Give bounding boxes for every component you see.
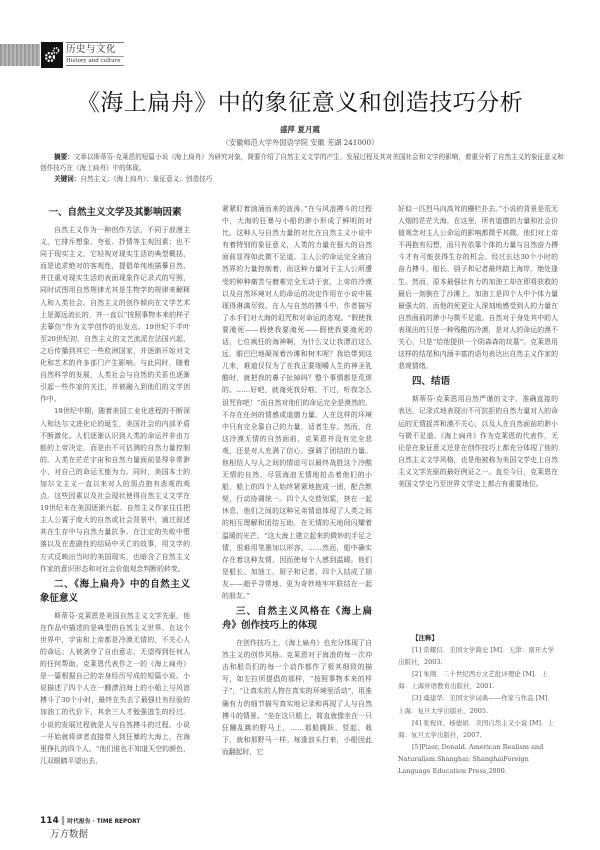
abstract-label: 摘要： [54, 153, 74, 161]
journal-name: 时代报告 · TIME REPORT [67, 819, 141, 825]
article-title: 《海上扁舟》中的象征意义和创造技巧分析 [76, 90, 524, 116]
header-text-block [66, 42, 124, 66]
column-3 [398, 203, 558, 490]
keywords [40, 174, 565, 185]
column-2 [222, 203, 372, 758]
note-item: [1] 常耀信．美国文学简史 [M]．天津：南开大学出版社，2003. [398, 646, 555, 667]
footer-divider: ‖ [60, 816, 66, 826]
section-2-heading: 二、《海上扁舟》中的自然主义象征意义 [40, 578, 190, 604]
section-3-heading: 三、自然主义风格在《海上扁舟》创作技巧上的体现 [222, 606, 372, 632]
note-item: [3] 虞建华．美国文学词典——作家与作品 [M]．上海：复旦大学出版社，2005. [398, 694, 555, 715]
note-item: [2] 朱刚．二十世纪西方文艺批评理论 [M]．上海：上海外语教育出版社，2001. [398, 670, 548, 691]
section-4-paragraph-1: 斯蒂芬·克莱恩用自然严谨的文字，准确直接的表达，记录式地表现出不可抗拒的自然力量对人的命运的无情捉弄和漠不关心，以及人在自然面前的渺小与微不足道。《海上扁舟》作为克莱恩的代表作，无论是在象征意义还是在创作技巧上都充分体现了他的自然主义文学风格，也是他被称为美国文学史上自然主义文学先驱的最好例证之一。直至今日，克莱恩在美国文学史乃至世界文学史上都占有重要地位。 [398, 395, 558, 488]
section-header [0, 42, 125, 68]
article-affiliation: （安徽师范大学外国语学院 安徽 芜湖 241000） [221, 138, 379, 147]
notes-heading: 【注释】 [412, 634, 438, 642]
article-authors: 盛萍 夏月霞 [279, 125, 321, 134]
section-1-paragraph-1: 自然主义作为一种创作方法，不同于浪漫主义，它排斥想象、夸张、抒情等主观因素；也不同于现实主义，它轻视对现实生活的典型概括，而是追求绝对的客观性，提倡单纯地描摹自然，并注重对现实生活的表面现象作记录式的写照，同时试图用自然规律尤其是生物学的规律来解释人和人类社会。自然主义的创作倾向在文学艺术上是源远流长的，并一直以“按照事物本来的样子去摹仿”作为文学创作的出发点。19世纪下半叶至20世纪初，自然主义的文艺流派在法国兴起，之后传播到其它一些欧洲国家，并逐渐开始对文化和艺术的许多部门产生影响。与此同时，随着自然科学的发展，人类社会与自然的关系也逐渐引起一些作家的关注，并被融入到他们的文学创作中。 [40, 226, 190, 404]
section-3-paragraph-1: 在创作技巧上，《海上扁舟》也充分体现了自然主义的创作风格。克莱恩对于海浪的每一次冲击和船员们的每一个动作都作了极其细致的描写，如左拉所提倡的那样，“按照事物本来的样子”，“让真实的人物在真实的环境里活动”，用准确有力的细节描写真实地记录和再现了人与自然搏斗的情景。“坐在这只船上，简直就像坐在一只狂蹦乱跳的野马上，……那船腾跃、竖起、栽下，就和那野马一样。每逢浪头打来，小船因此而翻起时，它 [222, 639, 372, 756]
header-stripe-bar [0, 44, 40, 66]
abstract-block [40, 152, 565, 185]
note-item: [5]Pizer, Donald. American Realism and Naturalism.Shanghai: ShanghaiForeign Language Education Press,2000. [398, 742, 544, 776]
watermark: 万方数据 [50, 829, 89, 840]
keywords-text: 自然主义；《海上扁舟》；象征意义；创造技巧 [80, 175, 213, 183]
abstract-text: 文章以斯蒂芬·克莱恩的短篇小说《海上扁舟》为研究对象，简要介绍了自然主义文学的产生、发展过程及其对美国社会和文学的影响，着重分析了自然主义的象征意义和创作技巧在《海上扁舟》中的体现。 [40, 153, 564, 172]
section-3-paragraph-1-cont: 好似一匹烈马向高耸的栅栏扑去。”小说的背景是荒无人烟的茫茫大海，在这里，所有道德的力量和社会价值观念对主人公命运的影响都微乎其微。他们对上帝不再抱有幻想，而只有依靠个体的力量与自然奋力搏斗才有可能获得生存的机会。经过长达30个小时的奋力搏斗，船长、厨子和记者最终踏上海岸，绝处逢生。然而，原本最强壮有力的加油工却在即将获救的最后一刻倒在了沙滩上。加油工是四个人中个体力量最强大的，而他的死更让人深刻地感受到人的力量在自然面前的渺小与微不足道。自然对于身处其中的人表现出的只是一种残酷的冷漠，是对人的命运的漠不关心，只是“给他提供一个阴森森的坟墓”。克莱恩用这样的结尾和内涵丰富的语句表达出自然主义作家的悲观情绪。 [398, 205, 558, 371]
notes-block [398, 632, 560, 777]
section-2-paragraph-1-cont: 紧紧盯着汹涌而来的波涛。”在与风浪搏斗的过程中，大海的狂暴与小船的渺小形成了鲜明的对比。这种人与自然力量的对比在自然主义小说中有着特别的象征意义，人类的力量在强大的自然面前显得如此微不足道。主人公的命运完全被自然界的力量控制着，而这种力量对于主人公所遭受的种种痛苦与磨难完全无动于衷，上帝的冷漠以及自然环境对人的命运的决定作用在小说中展现得淋漓尽致。在人与自然的搏斗中，作者描写了水手们对大海的诅咒和对命运的悲观。“假使我要淹死——假使我要淹死——假使我要淹死的话，七位疯狂的海神啊，为什么又让我漂泊这么远，眼巴巴地凝视着沙滩和树木呢？我给带到这儿来，难道仅仅为了在我正要细嚼人生的神圣乳酪时，就把我的鼻子扯掉吗？整个事情都是荒谬的。……好吧，就淹死我好啦，不过，听我怎么诅咒你吧！”而自然对他们的命运完全是漠然的，不存在任何的情感或道德力量。人在这样的环境中只有完全靠自己的力量，适者生存。然而，在这冷漠无情的自然面前，克莱恩并没有完全悲观，还是对人充满了信心，强调了团结的力量。他相信人与人之间的情谊可以最终战胜这个冷酷无情的自然。尽管海浪无情地拍击着他们的小船，船上的四个人始终紧紧地抱成一团，配合默契，行动协调统一。四个人交替划桨，挤在一起休息，他们之间的这种兄弟情谊体现了人类之间的相互理解和团结互助，在无情的天地间闪耀着温暖的光芒。“这大海上建立起来的微妙的手足之情，很难用笔墨加以形容。……然而，船中确实存在着这种友情，因而使每个人感到温暖。他们是船长、加油工、厨子和记者，四个人结成了朋友——超乎寻常地、更为奇妙地牢牢联结在一起的朋友。” [222, 205, 372, 600]
section-2-paragraph-1: 斯蒂芬·克莱恩是美国自然主义文学先驱，他在作品中描述的是典型的自然主义世界。在这个世界中，宇宙和上帝都是冷漠无情的，不关心人的命运；人被剥夺了自由意志、无望得到任何人的任何帮助。克莱恩代表作之一的《海上扁舟》是一篇根据自己的亲身经历写成的短篇小说。小说描述了四个人在一艘漂泊海上的小船上与风浪搏斗了30个小时，最终在失去了最强壮有经验的加油工的代价下，其余三人才勉强逃生的经过。小说的发展过程就是人与自然搏斗的过程。小说一开始就将读者直接带入到狂暴的大海上，在海里挣扎的四个人。“他们谁也不知道天空的颜色，几双眼睛平望出去， [40, 611, 190, 765]
section-title-cn: 历史与文化 [66, 44, 117, 55]
page-number: 114 [40, 816, 59, 826]
gear-icon [41, 42, 63, 68]
keywords-label: 关键词： [54, 175, 81, 183]
abstract [40, 152, 565, 174]
section-1-heading: 一、自然主义文学及其影响因素 [48, 207, 182, 218]
section-1-paragraph-2: 19世纪中期，随着美国工业化进程的不断深入和达尔文进化论的诞生，美国社会的内部矛盾不断激化。人们逐渐认识到人类的命运并非由万能的上帝决定，而是由不可估测的自然力量控制的。人类在茫茫宇宙和自然力量面前显得非常渺小，对自己的命运无能为力。同时，美国本土的加尔文主义一直以来对人的弱点抱有悲观的观点。这些因素以及社会现状使得自然主义文学在19世纪末在美国逐渐兴起。自然主义作家往往把主人公置于庞大的自然或社会背景中，通过叙述其在生存中与自然力量抗争、在注定的失败中堕落以及在悲剧性的结局中灭亡的故事，用文学的方式反映出当时的美国现实，也暗含了自然主义作家的意识形态和对社会价值观念判断的转变。 [40, 407, 190, 573]
note-item: [4] 张祝祥，杨德娟．美国自然主义小说 [M]．上海：复旦大学出版社，2007. [398, 718, 555, 739]
page-footer [40, 808, 140, 827]
section-title-en: History and culture [66, 56, 124, 65]
column-1 [40, 203, 190, 767]
section-4-heading: 四、结语 [412, 376, 451, 388]
